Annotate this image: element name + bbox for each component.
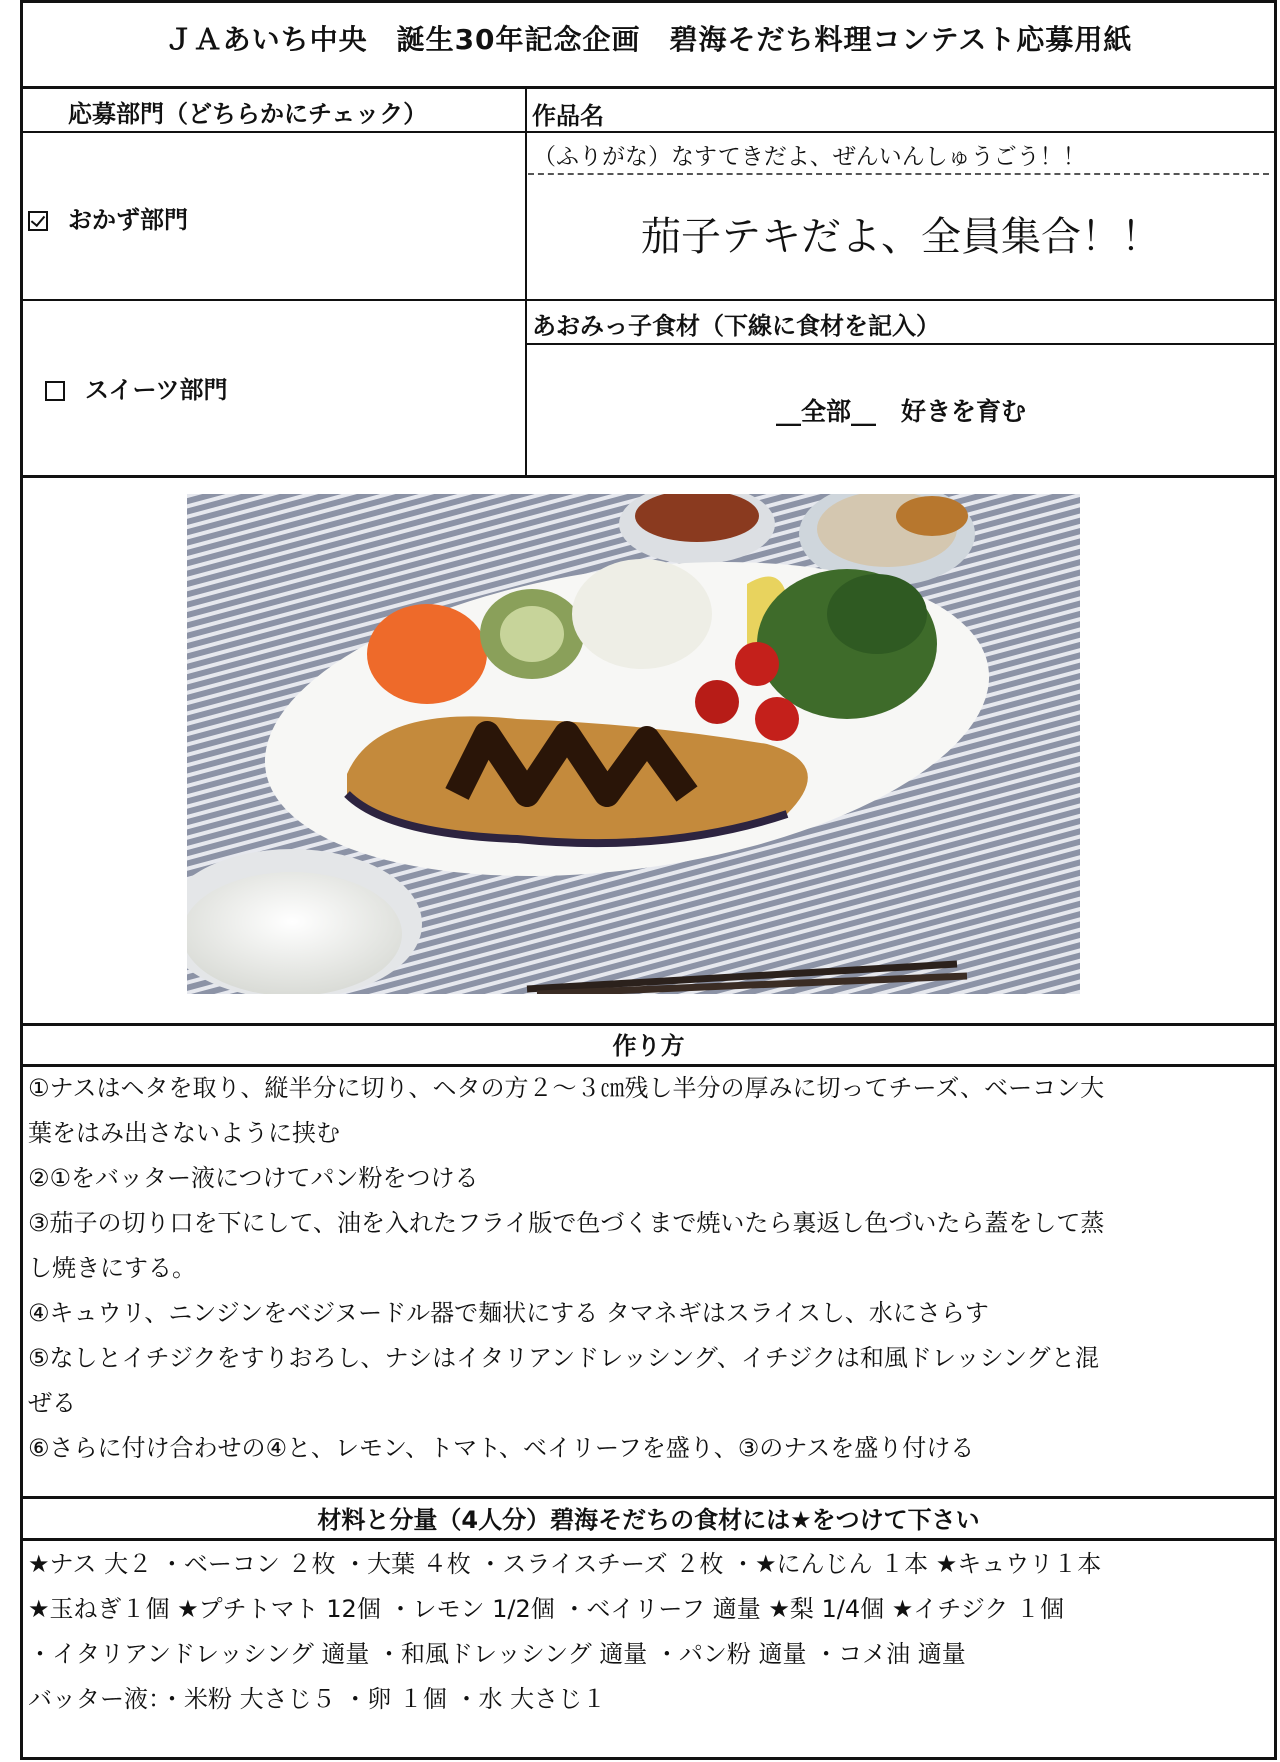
- material-line: ★ナス 大２ ・ベーコン ２枚 ・大葉 ４枚 ・スライスチーズ ２枚 ・★にんじん １本 ★キュウリ１本: [28, 1550, 1102, 1578]
- materials-list: [28, 1542, 1266, 1722]
- divider: [527, 343, 1274, 345]
- application-form: [20, 0, 1277, 1760]
- column-divider: [525, 87, 527, 476]
- ingredient-suffix: 好きを育む: [901, 397, 1027, 426]
- divider: [23, 1496, 1274, 1499]
- form-title: ＪＡあいち中央 誕生30年記念企画 碧海そだち料理コンテスト応募用紙: [164, 23, 1133, 56]
- divider: [23, 1538, 1274, 1541]
- step-line: し焼きにする。: [28, 1254, 196, 1282]
- dashed-divider: [528, 173, 1269, 175]
- step-line: 葉をはみ出さないように挟む: [28, 1119, 340, 1147]
- step-line: ⑤なしとイチジクをすりおろし、ナシはイタリアンドレッシング、イチジクは和風ドレッシングと混: [28, 1344, 1100, 1372]
- dish-photo: [187, 494, 1080, 994]
- step-line: ⑥さらに付け合わせの④と、レモン、トマト、ベイリーフを盛り、③のナスを盛り付ける: [28, 1434, 975, 1462]
- border-top: [23, 0, 1274, 3]
- category-okazu[interactable]: [28, 200, 188, 235]
- ingredient-answer: [528, 392, 1274, 428]
- step-line: ④キュウリ、ニンジンをベジヌードル器で麺状にする タマネギはスライスし、水にさらす: [28, 1299, 989, 1327]
- divider: [23, 475, 1274, 478]
- materials-title: 材料と分量（4人分）碧海そだちの食材には★をつけて下さい: [317, 1506, 980, 1534]
- method-steps: [28, 1066, 1266, 1471]
- category-sweets-label: スイーツ部門: [85, 376, 228, 404]
- step-line: ③茄子の切り口を下にして、油を入れたフライ版で色づくまで焼いたら裏返し色づいたら蓋をして蒸: [28, 1209, 1105, 1237]
- checkbox-empty-icon[interactable]: [45, 381, 65, 401]
- dish-name: 茄子テキだよ、全員集合！！: [641, 214, 1161, 260]
- category-header: 応募部門（どちらかにチェック）: [68, 100, 428, 128]
- title-header: 作品名: [532, 102, 604, 130]
- material-line: ・イタリアンドレッシング 適量 ・和風ドレッシング 適量 ・パン粉 適量 ・コメ油 適量: [28, 1640, 966, 1668]
- checkbox-checked-icon[interactable]: [28, 211, 48, 231]
- step-line: ②①をバッター液につけてパン粉をつける: [28, 1164, 479, 1192]
- divider: [23, 299, 1274, 301]
- ingredient-blank: __全部__: [775, 397, 876, 426]
- material-line: ★玉ねぎ１個 ★プチトマト 12個 ・レモン 1/2個 ・ベイリーフ 適量 ★梨 1/4個 ★イチジク １個: [28, 1595, 1064, 1623]
- furigana: （ふりがな）なすてきだよ、ぜんいんしゅうごう！！: [533, 144, 1086, 170]
- ingredient-header: あおみっ子食材（下線に食材を記入）: [532, 312, 940, 340]
- category-sweets[interactable]: [45, 370, 228, 405]
- step-line: ①ナスはヘタを取り、縦半分に切り、ヘタの方２～３㎝残し半分の厚みに切ってチーズ、ベーコン大: [28, 1074, 1105, 1102]
- divider: [23, 86, 1274, 89]
- divider: [23, 131, 1274, 133]
- material-line: バッター液：・米粉 大さじ５ ・卵 １個 ・水 大さじ１: [28, 1685, 607, 1713]
- category-okazu-label: おかず部門: [68, 206, 188, 234]
- method-title: 作り方: [612, 1032, 685, 1060]
- step-line: ぜる: [28, 1389, 76, 1417]
